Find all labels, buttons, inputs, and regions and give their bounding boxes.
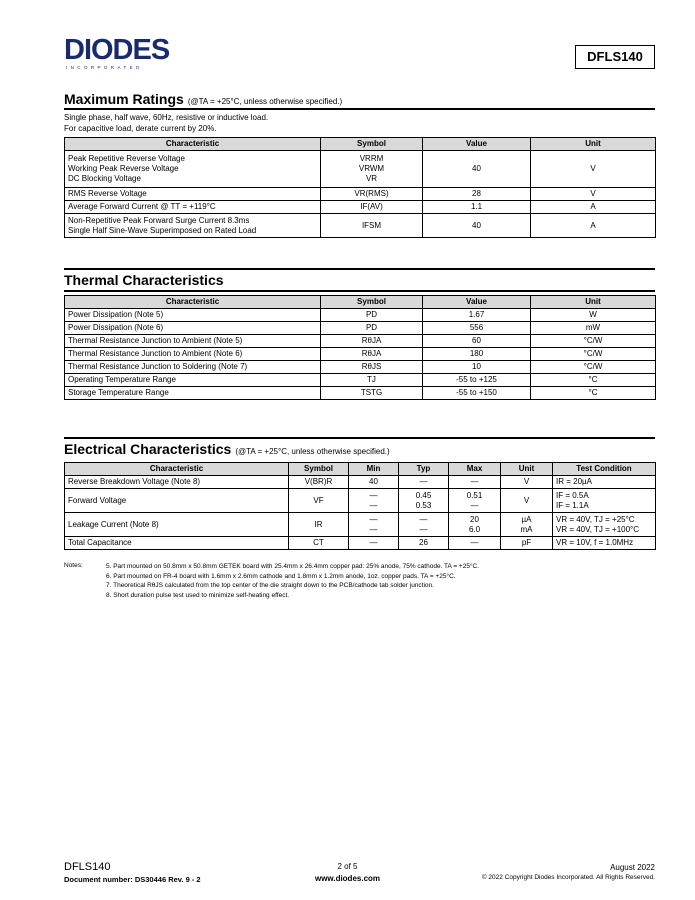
characteristic-line: Single Half Sine-Wave Superimposed on Rated Load	[68, 225, 257, 235]
column-header: Value	[423, 296, 531, 309]
note-item: 5. Part mounted on 50.8mm x 50.8mm GETEK board with 25.4mm x 26.4mm copper pad: 25% anode, 75% cathode. TA = +25°C.	[106, 563, 480, 570]
value-cell: 60	[423, 335, 531, 348]
column-header: Test Condition	[553, 463, 656, 476]
max-ratings-table	[64, 137, 656, 238]
section-divider	[64, 290, 655, 292]
value-cell: 180	[423, 348, 531, 361]
symbol-line: VRWM	[358, 164, 385, 173]
column-header: Symbol	[321, 296, 423, 309]
max-ratings-condition: (@TA = +25°C, unless otherwise specified.)	[187, 97, 343, 106]
table-row	[65, 361, 656, 374]
thermal-title: Thermal Characteristics	[64, 272, 224, 288]
electrical-table	[64, 462, 656, 550]
footer-date: August 2022	[610, 863, 655, 872]
max-cell	[449, 489, 501, 513]
unit-line: µA	[521, 514, 532, 524]
column-header: Characteristic	[65, 138, 321, 151]
characteristic-cell: Leakage Current (Note 8)	[65, 513, 289, 537]
typ-cell: —	[399, 476, 449, 489]
min-line: —	[369, 500, 378, 510]
min-cell	[349, 489, 399, 513]
electrical-title: Electrical Characteristics	[64, 441, 232, 457]
column-header: Min	[349, 463, 399, 476]
typ-line: 0.53	[415, 500, 432, 510]
column-header: Value	[423, 138, 531, 151]
max-line: 0.51	[466, 490, 483, 500]
value-cell: -55 to +125	[423, 374, 531, 387]
table-row	[65, 374, 656, 387]
table-row	[65, 188, 656, 201]
table-row	[65, 322, 656, 335]
characteristic-cell: Storage Temperature Range	[65, 387, 321, 400]
table-row	[65, 201, 656, 214]
characteristic-line: Peak Repetitive Reverse Voltage	[68, 154, 185, 163]
condition-line: IF = 1.1A	[556, 500, 589, 510]
min-line: —	[369, 490, 378, 500]
column-header: Symbol	[289, 463, 349, 476]
value-cell: 10	[423, 361, 531, 374]
characteristic-cell: Forward Voltage	[65, 489, 289, 513]
max-ratings-title: Maximum Ratings	[64, 91, 184, 107]
condition-line: IF = 0.5A	[556, 490, 589, 500]
note-item: 8. Short duration pulse test used to minimize self-heating effect.	[106, 591, 290, 599]
section-divider	[64, 108, 655, 110]
symbol-cell: IFSM	[321, 214, 423, 238]
note-item: 6. Part mounted on FR-4 board with 1.6mm x 2.6mm cathode and 1.8mm x 1.2mm anode, 1oz. copper pads. TA = +25°C.	[106, 572, 456, 580]
unit-cell: A	[531, 214, 656, 238]
typ-line: —	[419, 514, 428, 524]
unit-cell: V	[501, 476, 553, 489]
section-divider	[64, 268, 655, 270]
max-line: 20	[470, 514, 479, 524]
min-line: —	[369, 524, 378, 534]
table-row	[65, 214, 656, 238]
max-ratings-note-1: Single phase, half wave, 60Hz, resistive or inductive load.	[64, 113, 269, 122]
unit-cell: °C/W	[531, 361, 656, 374]
characteristic-cell: RMS Reverse Voltage	[65, 188, 321, 201]
max-cell: —	[449, 537, 501, 550]
characteristic-cell: Power Dissipation (Note 5)	[65, 309, 321, 322]
table-header-row	[65, 296, 656, 309]
table-row	[65, 537, 656, 550]
value-cell: 1.1	[423, 201, 531, 214]
table-row	[65, 476, 656, 489]
unit-cell: pF	[501, 537, 553, 550]
typ-cell: 26	[399, 537, 449, 550]
table-row	[65, 309, 656, 322]
unit-cell: A	[531, 201, 656, 214]
symbol-cell: VR(RMS)	[321, 188, 423, 201]
condition-line: VR = 40V, TJ = +100°C	[556, 524, 640, 534]
value-cell: -55 to +150	[423, 387, 531, 400]
notes-list	[106, 562, 655, 600]
electrical-heading	[64, 441, 390, 457]
value-cell: 556	[423, 322, 531, 335]
min-cell: 40	[349, 476, 399, 489]
characteristic-cell	[65, 151, 321, 188]
symbol-cell: RθJA	[321, 348, 423, 361]
note-item: 7. Theoretical RθJS calculated from the top center of the die straight down to the PCB/cathode tab solder junction.	[106, 582, 434, 589]
electrical-condition: (@TA = +25°C, unless otherwise specified.)	[235, 447, 390, 456]
section-divider	[64, 437, 655, 439]
thermal-table	[64, 295, 656, 400]
symbol-cell: PD	[321, 309, 423, 322]
table-row	[65, 513, 656, 537]
test-condition-cell	[553, 489, 656, 513]
footer-document-number: Document number: DS30446 Rev. 9 - 2	[64, 875, 201, 884]
test-condition-cell: VR = 10V, f = 1.0MHz	[553, 537, 656, 550]
symbol-cell: PD	[321, 322, 423, 335]
test-condition-cell: IR = 20µA	[553, 476, 656, 489]
table-row	[65, 151, 656, 188]
table-row	[65, 387, 656, 400]
condition-line: VR = 40V, TJ = +25°C	[556, 514, 635, 524]
value-cell: 1.67	[423, 309, 531, 322]
column-header: Unit	[531, 138, 656, 151]
column-header: Characteristic	[65, 463, 289, 476]
characteristic-cell: Thermal Resistance Junction to Soldering (Note 7)	[65, 361, 321, 374]
symbol-line: VRRM	[359, 154, 384, 163]
footer-part-number: DFLS140	[64, 861, 111, 873]
symbol-cell	[321, 151, 423, 188]
symbol-cell: VF	[289, 489, 349, 513]
typ-line: 0.45	[415, 490, 432, 500]
typ-line: —	[419, 524, 428, 534]
max-cell	[449, 513, 501, 537]
unit-cell: V	[531, 188, 656, 201]
characteristic-cell	[65, 214, 321, 238]
symbol-cell: TJ	[321, 374, 423, 387]
table-row	[65, 348, 656, 361]
column-header: Max	[449, 463, 501, 476]
unit-line: mA	[520, 524, 533, 534]
typ-cell	[399, 489, 449, 513]
max-line: 6.0	[468, 524, 481, 534]
part-number-box: DFLS140	[575, 45, 655, 69]
unit-cell: °C	[531, 387, 656, 400]
symbol-cell: V(BR)R	[289, 476, 349, 489]
symbol-cell: RθJA	[321, 335, 423, 348]
table-header-row	[65, 463, 656, 476]
characteristic-line: Non-Repetitive Peak Forward Surge Current 8.3ms	[68, 215, 250, 225]
unit-cell: V	[531, 151, 656, 188]
min-cell	[349, 513, 399, 537]
company-logo-subtitle: INCORPORATED	[66, 65, 143, 70]
symbol-cell: TSTG	[321, 387, 423, 400]
min-cell: —	[349, 537, 399, 550]
unit-cell: W	[531, 309, 656, 322]
characteristic-cell: Power Dissipation (Note 6)	[65, 322, 321, 335]
footer-copyright: © 2022 Copyright Diodes Incorporated. All Rights Reserved.	[481, 874, 655, 881]
characteristic-line: DC Blocking Voltage	[68, 174, 141, 183]
max-ratings-note-2: For capacitive load, derate current by 20%.	[64, 124, 217, 133]
characteristic-cell: Thermal Resistance Junction to Ambient (Note 6)	[65, 348, 321, 361]
column-header: Typ	[399, 463, 449, 476]
characteristic-cell: Thermal Resistance Junction to Ambient (Note 5)	[65, 335, 321, 348]
footer-website-link[interactable]: www.diodes.com	[314, 874, 381, 883]
footer-page-number: 2 of 5	[337, 862, 358, 871]
column-header: Unit	[531, 296, 656, 309]
symbol-cell: IR	[289, 513, 349, 537]
symbol-cell: CT	[289, 537, 349, 550]
symbol-cell: IF(AV)	[321, 201, 423, 214]
characteristic-cell: Total Capacitance	[65, 537, 289, 550]
characteristic-line: Working Peak Reverse Voltage	[68, 164, 179, 173]
min-line: —	[369, 514, 378, 524]
company-logo: DIODES	[64, 34, 170, 66]
column-header: Unit	[501, 463, 553, 476]
unit-cell: °C	[531, 374, 656, 387]
value-cell: 40	[423, 151, 531, 188]
typ-cell	[399, 513, 449, 537]
table-row	[65, 335, 656, 348]
characteristic-cell: Reverse Breakdown Voltage (Note 8)	[65, 476, 289, 489]
notes-label: Notes:	[64, 562, 83, 569]
unit-cell: °C/W	[531, 335, 656, 348]
table-header-row	[65, 138, 656, 151]
unit-cell	[501, 513, 553, 537]
symbol-line: VR	[365, 174, 378, 183]
unit-cell: mW	[531, 322, 656, 335]
value-cell: 28	[423, 188, 531, 201]
value-cell: 40	[423, 214, 531, 238]
characteristic-cell: Operating Temperature Range	[65, 374, 321, 387]
unit-cell: °C/W	[531, 348, 656, 361]
table-row	[65, 489, 656, 513]
symbol-cell: RθJS	[321, 361, 423, 374]
max-line: —	[470, 500, 479, 510]
max-cell: —	[449, 476, 501, 489]
test-condition-cell	[553, 513, 656, 537]
column-header: Characteristic	[65, 296, 321, 309]
characteristic-cell: Average Forward Current @ TT = +119°C	[65, 201, 321, 214]
unit-cell: V	[501, 489, 553, 513]
max-ratings-heading	[64, 91, 342, 107]
column-header: Symbol	[321, 138, 423, 151]
